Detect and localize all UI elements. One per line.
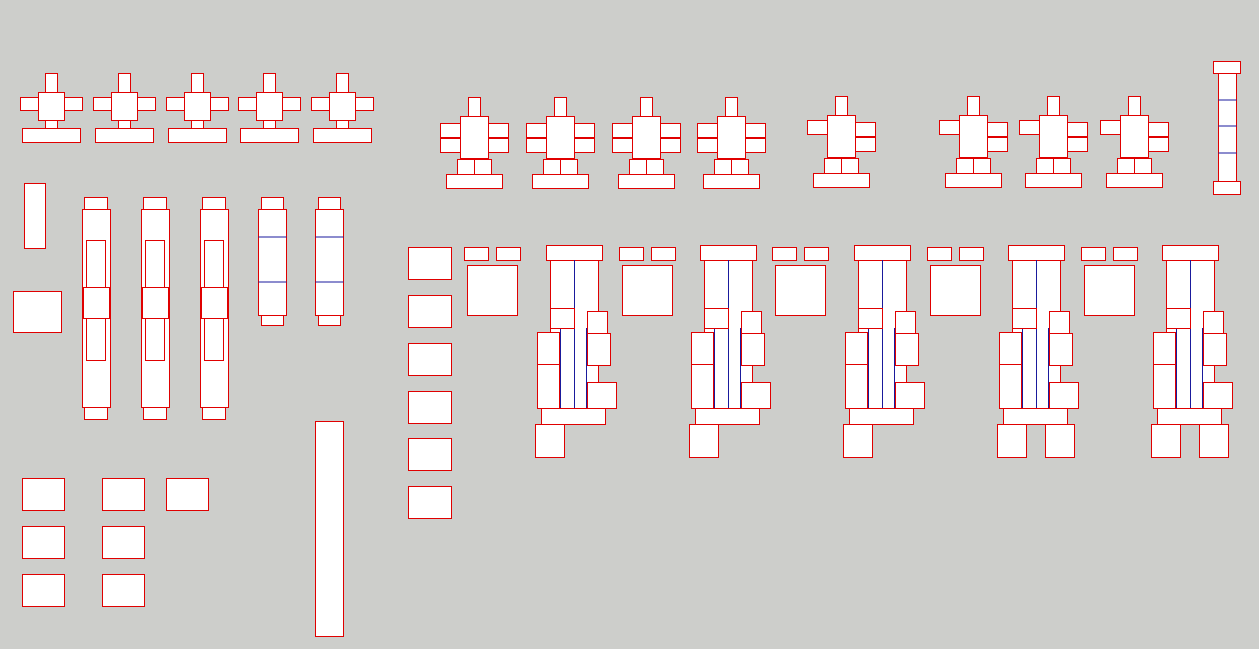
rail-cap	[1214, 182, 1241, 195]
figure-head	[192, 74, 204, 93]
figure-arm-left	[613, 124, 633, 138]
figure-body	[39, 93, 65, 121]
figure-arm-left	[940, 121, 960, 135]
figure-leg	[458, 160, 475, 175]
tile	[409, 296, 452, 328]
tall-strip	[316, 422, 344, 637]
figure-neck	[119, 121, 131, 129]
assembly-top	[1163, 246, 1219, 261]
figure-leg	[974, 159, 991, 174]
assembly-side	[1000, 333, 1022, 365]
figure-base	[314, 129, 372, 143]
figure-arm-right	[746, 124, 766, 138]
rod-cap	[85, 408, 108, 420]
figure-arm-left	[1101, 121, 1121, 135]
figure-arm-right	[856, 138, 876, 152]
figure-arm-left	[239, 98, 259, 111]
figure-neck	[264, 121, 276, 129]
assembly-foot	[690, 425, 719, 458]
figure-body	[112, 93, 138, 121]
figure-head	[264, 74, 276, 93]
rod-cap	[144, 408, 167, 420]
assembly-top	[855, 246, 911, 261]
assembly-side	[692, 333, 714, 365]
figure-body	[1040, 116, 1068, 158]
figure-leg	[561, 160, 578, 175]
assembly-block	[776, 266, 826, 316]
figure-arm-left	[312, 98, 332, 111]
rod-cap	[262, 198, 284, 210]
assembly-panel	[1204, 312, 1224, 334]
figure-base	[241, 129, 299, 143]
figure-body	[185, 93, 211, 121]
strip	[316, 422, 344, 637]
figure-leg	[647, 160, 664, 175]
figure-body	[547, 117, 575, 159]
figure-base	[814, 174, 870, 188]
figure-arm-right	[1149, 123, 1169, 137]
figure-leg	[1118, 159, 1135, 174]
figure-body	[828, 116, 856, 158]
assembly-side	[1050, 383, 1079, 409]
figure-arm-left	[527, 139, 547, 153]
assembly-cap	[773, 248, 797, 261]
figure-arm-right	[1149, 138, 1169, 152]
long-rod	[142, 198, 170, 420]
figure-arm-right	[489, 139, 509, 153]
assembly-side	[1154, 365, 1176, 409]
figure-arm-right	[575, 139, 595, 153]
figure-arm-right	[661, 139, 681, 153]
assembly-panel	[1050, 312, 1070, 334]
tile	[167, 479, 209, 511]
assembly-foot	[1200, 425, 1229, 458]
assembly-panel	[588, 312, 608, 334]
tile	[103, 575, 145, 607]
figure-head	[46, 74, 58, 93]
assembly-base	[696, 409, 760, 425]
assembly-panel	[742, 312, 762, 334]
figure-arm-left	[527, 124, 547, 138]
assembly-side	[1050, 334, 1073, 366]
figure-leg	[1135, 159, 1152, 174]
figure-base	[704, 175, 760, 189]
figure-arm-right	[661, 124, 681, 138]
assembly-panel	[551, 309, 575, 329]
assembly-block	[468, 266, 518, 316]
figure-body	[633, 117, 661, 159]
assembly-cap	[652, 248, 676, 261]
figure-head	[119, 74, 131, 93]
figure-arm-right	[856, 123, 876, 137]
figure-body	[257, 93, 283, 121]
assembly-foot	[536, 425, 565, 458]
assembly-cap	[928, 248, 952, 261]
rod-slider	[84, 288, 110, 319]
rod-cap	[144, 198, 167, 210]
assembly-side	[846, 333, 868, 365]
rod-cap	[203, 198, 226, 210]
assembly-panel	[1167, 309, 1191, 329]
figure-arm-left	[1020, 121, 1040, 135]
figure-head	[555, 98, 567, 117]
assembly-side	[896, 383, 925, 409]
figure-body	[1121, 116, 1149, 158]
assembly-side	[1154, 333, 1176, 365]
rod-shaft	[259, 210, 287, 316]
rail-cap	[1214, 62, 1241, 74]
figure-leg	[630, 160, 647, 175]
tile	[103, 527, 145, 559]
assembly-foot	[998, 425, 1027, 458]
figure-arm-left	[808, 121, 828, 135]
figure-head	[836, 97, 848, 116]
tile	[409, 344, 452, 376]
figure-leg	[715, 160, 732, 175]
figure-neck	[192, 121, 204, 129]
assembly-base	[1004, 409, 1068, 425]
assembly-side	[742, 383, 771, 409]
wide-rect	[14, 292, 62, 333]
assembly-side	[588, 334, 611, 366]
figure-base	[169, 129, 227, 143]
assembly-side	[742, 334, 765, 366]
figure-arm-right	[746, 139, 766, 153]
assembly-side	[538, 365, 560, 409]
assembly-top	[547, 246, 603, 261]
tile	[409, 392, 452, 424]
figure-arm-left	[698, 124, 718, 138]
tile	[409, 439, 452, 471]
long-rod	[83, 198, 111, 420]
rod-slider	[202, 288, 228, 319]
assembly-cap	[1082, 248, 1106, 261]
figure-head	[469, 98, 481, 117]
figure-arm-left	[167, 98, 187, 111]
figure-base	[1107, 174, 1163, 188]
figure-arm-right	[281, 98, 301, 111]
assembly-panel	[705, 309, 729, 329]
figure-leg	[957, 159, 974, 174]
figure-base	[619, 175, 675, 189]
figure-arm-right	[988, 123, 1008, 137]
rail-shaft	[1219, 74, 1237, 182]
assembly-foot	[844, 425, 873, 458]
figure-arm-right	[988, 138, 1008, 152]
assembly-side	[1204, 383, 1233, 409]
assembly-block	[623, 266, 673, 316]
assembly-side	[692, 365, 714, 409]
assembly-side	[896, 334, 919, 366]
figure-leg	[825, 159, 842, 174]
rod-cap	[319, 198, 341, 210]
figure-head	[968, 97, 980, 116]
figure-body	[330, 93, 356, 121]
rod-slider	[143, 288, 169, 319]
assembly-cap	[1114, 248, 1138, 261]
figure-leg	[544, 160, 561, 175]
figure-leg	[732, 160, 749, 175]
figure-base	[946, 174, 1002, 188]
tile	[23, 575, 65, 607]
assembly-block	[1085, 266, 1135, 316]
assembly-panel	[896, 312, 916, 334]
figure-arm-right	[489, 124, 509, 138]
assembly-side	[1000, 365, 1022, 409]
figure-head	[641, 98, 653, 117]
short-rod	[259, 198, 287, 326]
figure-base	[533, 175, 589, 189]
assembly-cap	[960, 248, 984, 261]
assembly-top	[701, 246, 757, 261]
tile	[103, 479, 145, 511]
rod-shaft	[316, 210, 344, 316]
long-rod	[201, 198, 229, 420]
figure-head	[726, 98, 738, 117]
short-rod	[316, 198, 344, 326]
assembly-cap	[465, 248, 489, 261]
figure-head	[1129, 97, 1141, 116]
tile	[409, 248, 452, 280]
figure-head	[337, 74, 349, 93]
tile	[23, 527, 65, 559]
figure-arm-right	[1068, 123, 1088, 137]
assembly-base	[850, 409, 914, 425]
figure-arm-left	[441, 124, 461, 138]
figure-leg	[475, 160, 492, 175]
figure-leg	[1037, 159, 1054, 174]
assembly-foot	[1046, 425, 1075, 458]
figure-leg	[842, 159, 859, 174]
assembly-side	[538, 333, 560, 365]
rod-cap	[262, 316, 284, 326]
figure-head	[1048, 97, 1060, 116]
figure-arm-left	[441, 139, 461, 153]
figure-arm-right	[1068, 138, 1088, 152]
figure-base	[23, 129, 81, 143]
figure-neck	[46, 121, 58, 129]
assembly-panel	[1013, 309, 1037, 329]
tile	[23, 479, 65, 511]
assembly-top	[1009, 246, 1065, 261]
figure-arm-right	[209, 98, 229, 111]
figure-base	[96, 129, 154, 143]
figure-arm-left	[698, 139, 718, 153]
figure-arm-right	[136, 98, 156, 111]
assembly-foot	[1152, 425, 1181, 458]
tall-rect	[25, 184, 46, 249]
assembly-cap	[805, 248, 829, 261]
assembly-side	[1204, 334, 1227, 366]
figure-body	[718, 117, 746, 159]
rod-cap	[203, 408, 226, 420]
figure-body	[461, 117, 489, 159]
figure-arm-left	[94, 98, 114, 111]
tile	[409, 487, 452, 519]
figure-base	[1026, 174, 1082, 188]
figure-arm-right	[354, 98, 374, 111]
assembly-base	[542, 409, 606, 425]
assembly-block	[931, 266, 981, 316]
rod-cap	[319, 316, 341, 326]
figure-body	[960, 116, 988, 158]
figure-base	[447, 175, 503, 189]
assembly-panel	[859, 309, 883, 329]
figure-leg	[1054, 159, 1071, 174]
assembly-side	[846, 365, 868, 409]
figure-neck	[337, 121, 349, 129]
figure-arm-right	[575, 124, 595, 138]
figure-arm-left	[613, 139, 633, 153]
assembly-base	[1158, 409, 1222, 425]
rod-cap	[85, 198, 108, 210]
assembly-cap	[497, 248, 521, 261]
figure-arm-right	[63, 98, 83, 111]
figure-arm-left	[21, 98, 41, 111]
assembly-cap	[620, 248, 644, 261]
assembly-side	[588, 383, 617, 409]
